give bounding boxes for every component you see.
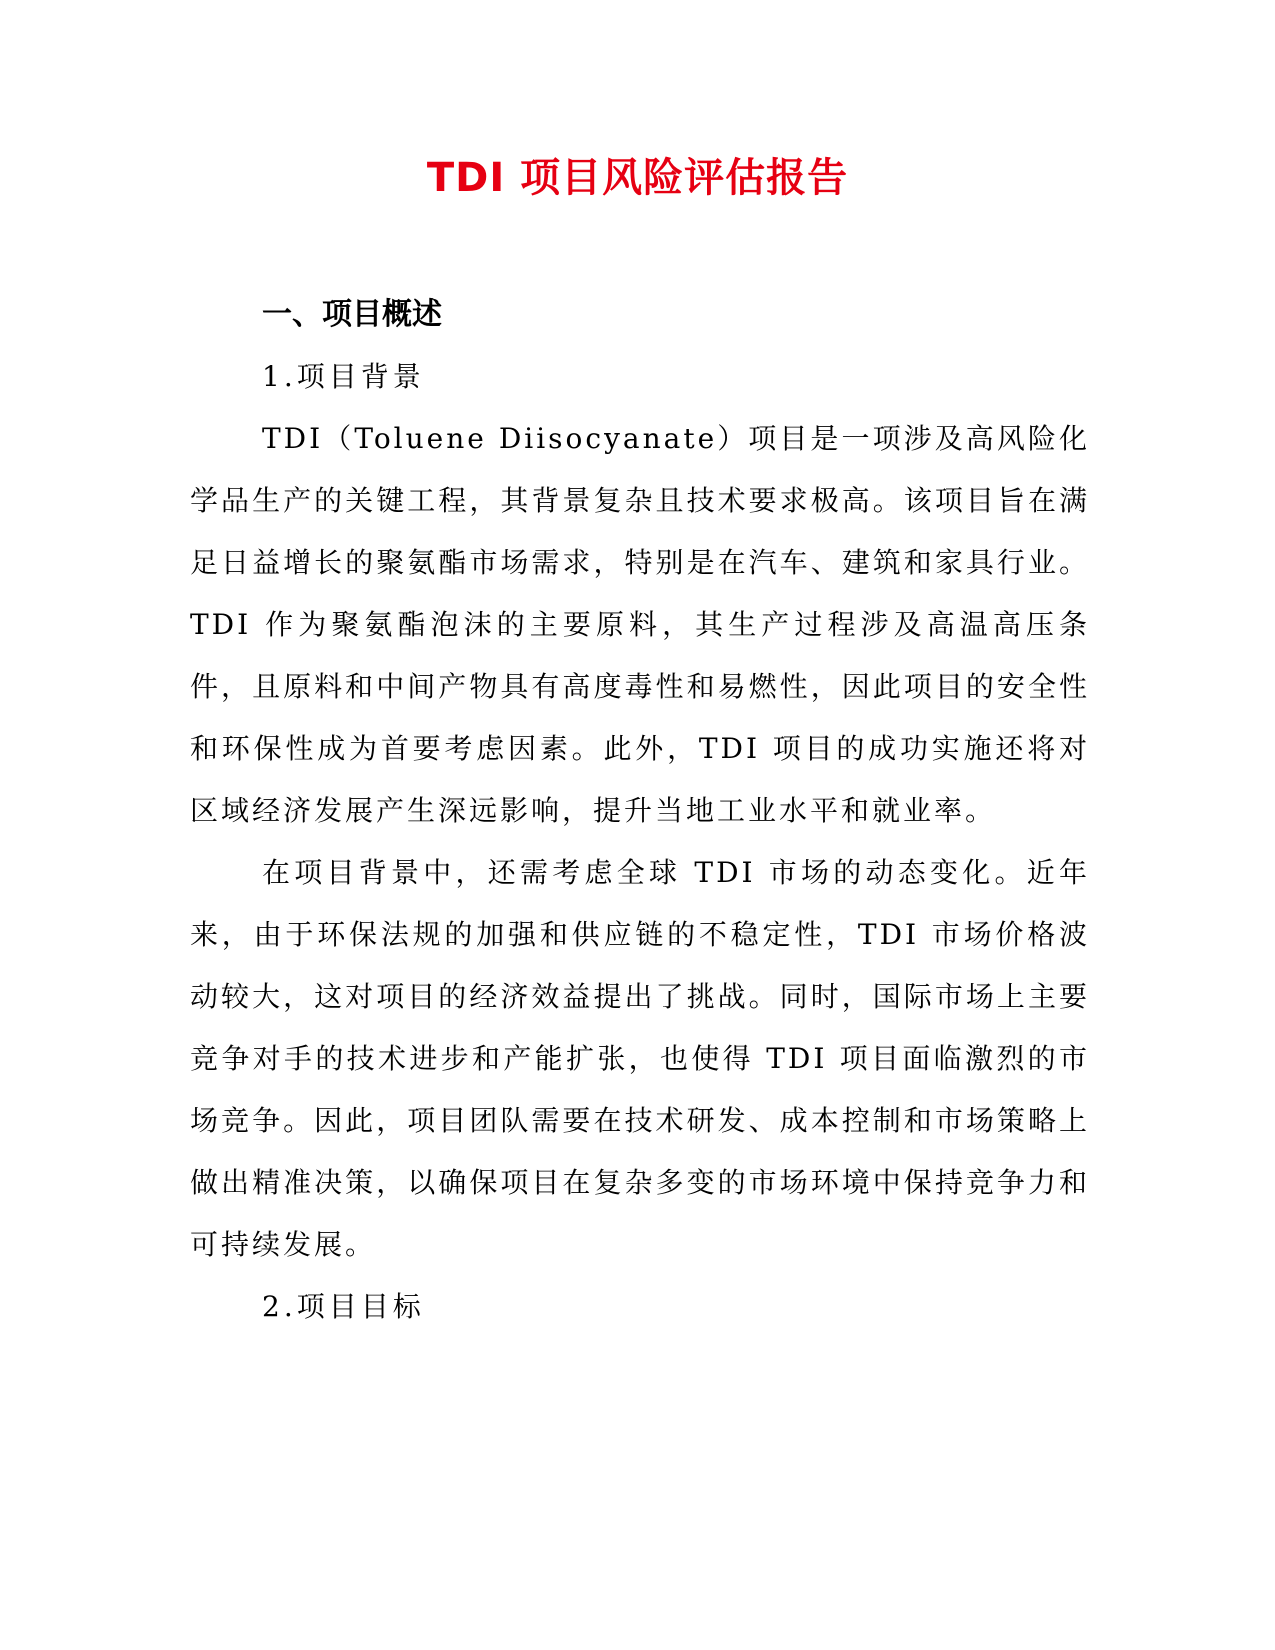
document-title: TDI 项目风险评估报告	[426, 155, 849, 201]
document-body	[190, 284, 1090, 1338]
paragraph: TDI（Toluene Diisocyanate）项目是一项涉及高风险化学品生产的关键工程，其背景复杂且技术要求极高。该项目旨在满足日益增长的聚氨酯市场需求，特别是在汽车、建筑和家具行业。TDI 作为聚氨酯泡沫的主要原料，其生产过程涉及高温高压条件，且原料和中间产物具有高度毒性和易燃性，因此项目的安全性和环保性成为首要考虑因素。此外，TDI 项目的成功实施还将对区域经济发展产生深远影响，提升当地工业水平和就业率。	[190, 422, 1090, 827]
subsection-heading: 1.项目背景	[262, 360, 425, 393]
paragraph: 在项目背景中，还需考虑全球 TDI 市场的动态变化。近年来，由于环保法规的加强和供应链的不稳定性，TDI 市场价格波动较大，这对项目的经济效益提出了挑战。同时，国际市场上主要竞争对手的技术进步和产能扩张，也使得 TDI 项目面临激烈的市场竞争。因此，项目团队需要在技术研发、成本控制和市场策略上做出精准决策，以确保项目在复杂多变的市场环境中保持竞争力和可持续发展。	[190, 856, 1090, 1261]
section-heading: 一、项目概述	[262, 297, 442, 332]
subsection-heading: 2.项目目标	[262, 1290, 425, 1323]
